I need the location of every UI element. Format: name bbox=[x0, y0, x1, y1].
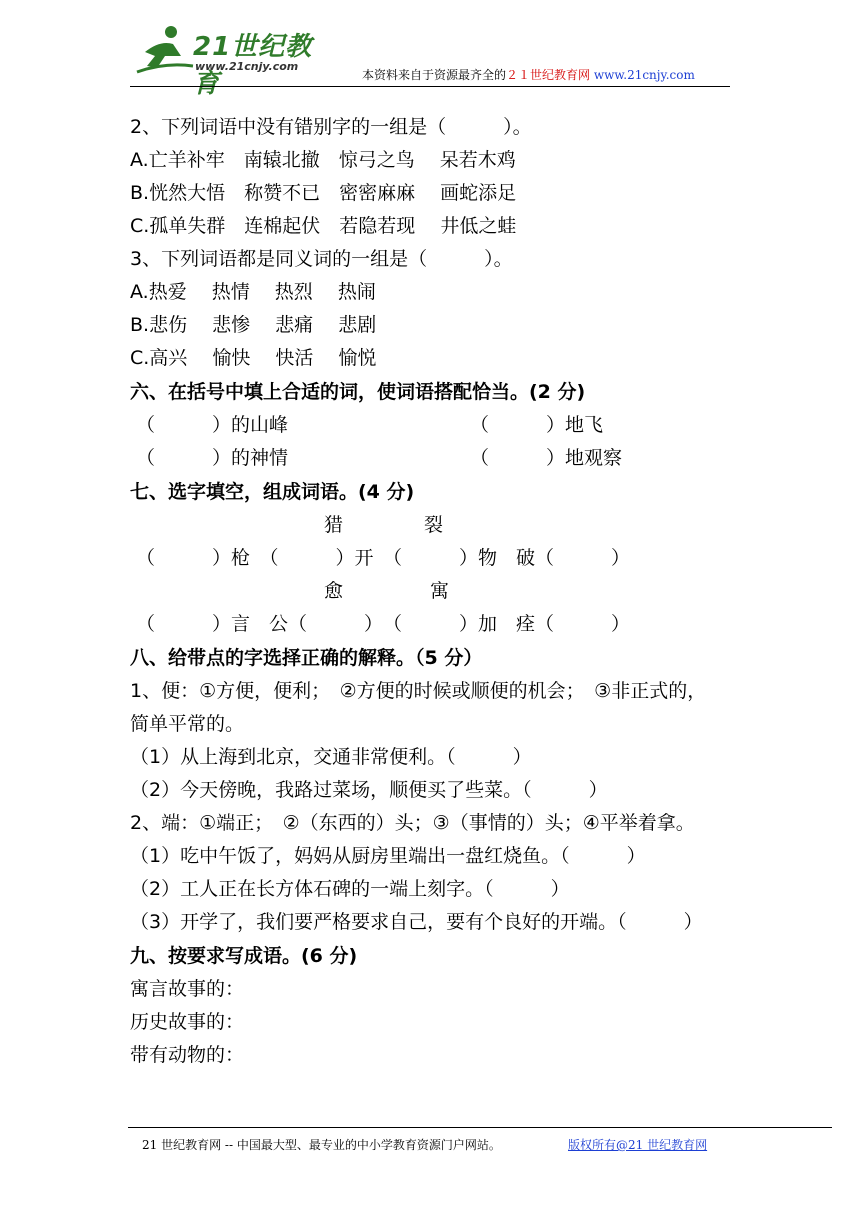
section-8-q2-item-3: （3）开学了，我们要严格要求自己，要有个良好的开端。（ ） bbox=[130, 911, 703, 933]
section-8-q2-item-2: （2）工人正在长方体石碑的一端上刻字。（ ） bbox=[130, 878, 570, 900]
section-9-history: 历史故事的： bbox=[130, 1011, 245, 1033]
runner-logo-icon bbox=[135, 22, 195, 82]
section-7-choice-4: 寓 bbox=[430, 580, 450, 602]
section-9-animal: 带有动物的： bbox=[130, 1044, 245, 1066]
section-8-q1-item-1: （1）从上海到北京，交通非常便利。（ ） bbox=[130, 746, 532, 768]
header-note-url[interactable]: www.21cnjy.com bbox=[593, 68, 695, 82]
section-9-title: 九、按要求写成语。(6 分) bbox=[130, 945, 358, 967]
footer-copyright-link[interactable]: 版权所有@21 世纪教育网 bbox=[568, 1138, 708, 1152]
question-2: 2、下列词语中没有错别字的一组是（ ）。 bbox=[130, 116, 532, 138]
header-note bbox=[362, 66, 695, 83]
question-3-option-b: B.悲伤 悲惨 悲痛 悲剧 bbox=[130, 314, 377, 336]
header-divider bbox=[130, 86, 730, 87]
section-8-question-2: 2、端：①端正； ②（东西的）头；③（事情的）头；④平举着拿。 bbox=[130, 812, 695, 834]
header-note-site: ２１世纪教育网 bbox=[506, 68, 591, 82]
question-3-option-c: C.高兴 愉快 快活 愉悦 bbox=[130, 347, 377, 369]
question-2-option-b: B.恍然大悟 称赞不已 密密麻麻 画蛇添足 bbox=[130, 182, 517, 204]
logo-url: www.21cnjy.com bbox=[195, 60, 299, 73]
footer-text: 21 世纪教育网 -- 中国最大型、最专业的中小学教育资源门户网站。 bbox=[142, 1138, 501, 1152]
site-logo bbox=[135, 22, 335, 99]
section-8-question-1: 1、便：①方便，便利； ②方便的时候或顺便的机会； ③非正式的， bbox=[130, 680, 707, 702]
section-7-title: 七、选字填空，组成词语。(4 分) bbox=[130, 481, 415, 503]
section-6-row1-right: （ ）地飞 bbox=[470, 414, 604, 436]
section-8-title: 八、给带点的字选择正确的解释。（5 分） bbox=[130, 647, 483, 669]
section-6-title: 六、在括号中填上合适的词，使词语搭配恰当。(2 分) bbox=[130, 381, 586, 403]
question-3-option-a: A.热爱 热情 热烈 热闹 bbox=[130, 281, 376, 303]
header-note-prefix: 本资料来自于资源最齐全的 bbox=[362, 68, 507, 82]
section-9-fable: 寓言故事的： bbox=[130, 978, 245, 1000]
section-6-row2-right: （ ）地观察 bbox=[470, 447, 623, 469]
section-8-q1-item-2: （2）今天傍晚，我路过菜场，顺便买了些菜。（ ） bbox=[130, 779, 608, 801]
section-7-choice-1: 猎 bbox=[324, 514, 344, 536]
section-7-row-1: （ ）枪 （ ）开 （ ）物 破（ ） bbox=[136, 547, 631, 569]
question-3: 3、下列词语都是同义词的一组是（ ）。 bbox=[130, 248, 513, 270]
section-7-choice-3: 愈 bbox=[324, 580, 344, 602]
section-7-row-2: （ ）言 公（ ） （ ）加 痊（ ） bbox=[136, 613, 631, 635]
question-2-option-a: A.亡羊补牢 南辕北撤 惊弓之鸟 呆若木鸡 bbox=[130, 149, 516, 171]
section-6-row1-left: （ ）的山峰 bbox=[136, 414, 289, 436]
section-7-choice-2: 裂 bbox=[424, 514, 444, 536]
section-8-question-1-cont: 简单平常的。 bbox=[130, 713, 245, 735]
footer-divider bbox=[128, 1127, 832, 1128]
section-6-row2-left: （ ）的神情 bbox=[136, 447, 289, 469]
logo-title: 21世纪教育 bbox=[193, 32, 313, 99]
section-8-q2-item-1: （1）吃中午饭了，妈妈从厨房里端出一盘红烧鱼。（ ） bbox=[130, 845, 646, 867]
question-2-option-c: C.孤单失群 连棉起伏 若隐若现 井低之蛙 bbox=[130, 215, 517, 237]
